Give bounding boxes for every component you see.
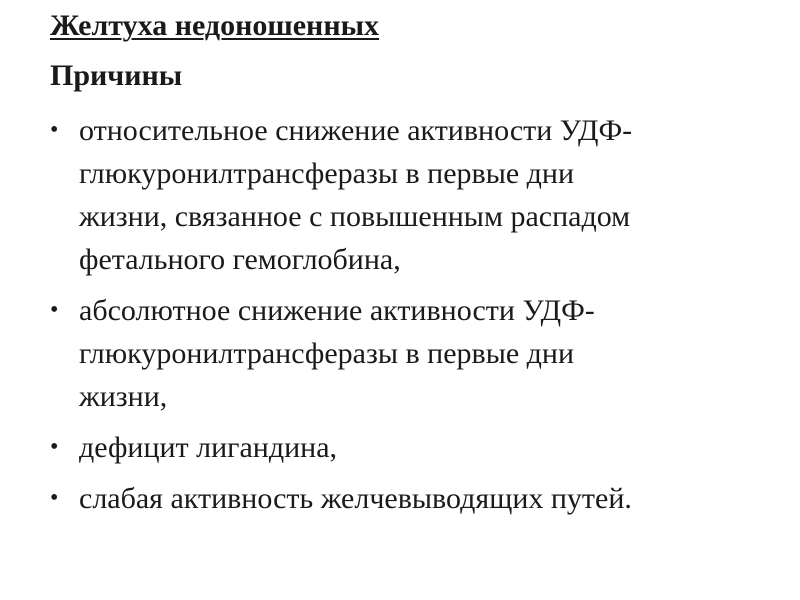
bullet-item xyxy=(46,426,766,469)
bullet-text-line: глюкуронилтрансферазы в первые дни xyxy=(79,337,575,370)
bullet-text-line: жизни, связанное с повышенным распадом xyxy=(79,200,631,233)
bullet-item xyxy=(46,477,766,520)
bullet-marker: • xyxy=(50,434,59,460)
bullet-text-line: относительное снижение активности УДФ- xyxy=(79,114,633,147)
bullet-marker: • xyxy=(50,485,59,511)
bullet-text-line: фетального гемоглобина, xyxy=(79,243,401,276)
bullet-marker: • xyxy=(50,117,59,143)
bullet-text-line: глюкуронилтрансферазы в первые дни xyxy=(79,157,575,190)
slide-subtitle: Причины xyxy=(50,59,183,92)
bullet-item xyxy=(46,109,766,281)
bullet-text-line: слабая активность желчевыводящих путей. xyxy=(79,482,632,515)
bullet-text xyxy=(79,477,766,520)
slide-title: Желтуха недоношенных xyxy=(50,9,380,42)
bullet-text xyxy=(79,289,766,418)
bullet-text xyxy=(79,109,766,281)
bullet-text-line: абсолютное снижение активности УДФ- xyxy=(79,294,595,327)
bullet-text-line: жизни, xyxy=(79,380,168,413)
bullet-list xyxy=(46,109,766,528)
bullet-text-line: дефицит лигандина, xyxy=(79,431,338,464)
bullet-marker: • xyxy=(50,297,59,323)
bullet-text xyxy=(79,426,766,469)
bullet-item xyxy=(46,289,766,418)
